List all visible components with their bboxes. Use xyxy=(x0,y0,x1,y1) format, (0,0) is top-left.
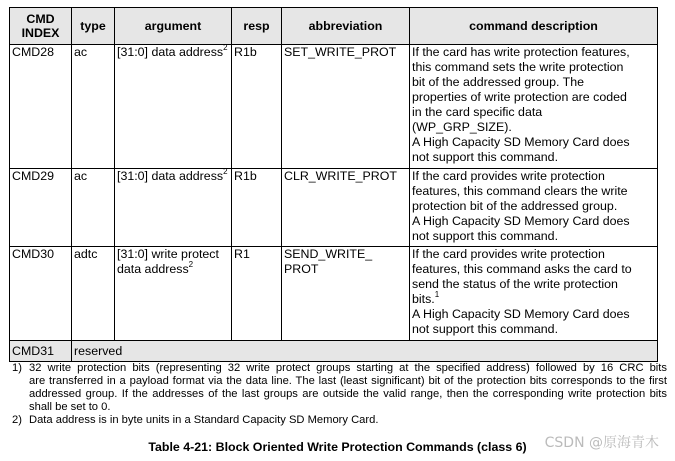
table-caption: Table 4-21: Block Oriented Write Protection Commands (class 6) xyxy=(148,440,527,454)
cell-argument xyxy=(115,247,232,341)
cell-reserved: reserved xyxy=(72,341,658,362)
description-line: If the card has write protection features, xyxy=(412,45,630,59)
description-line: this command sets the write protection xyxy=(412,60,624,74)
footnote-ref: 2 xyxy=(223,44,228,52)
header-command-description: command description xyxy=(410,8,658,45)
cell-argument xyxy=(115,45,232,169)
footnote-1 xyxy=(12,362,667,414)
cell-resp: R1b xyxy=(232,45,282,169)
cell-abbreviation xyxy=(282,247,410,341)
description-line: If the card provides write protection xyxy=(412,169,605,183)
footnotes xyxy=(12,362,667,427)
footnote-ref: 1 xyxy=(434,289,440,299)
cell-command-description xyxy=(410,247,658,341)
cell-resp: R1b xyxy=(232,169,282,247)
description-line: protection bit of the addressed group. xyxy=(412,199,618,213)
description-line: send the status of the write protection xyxy=(412,277,618,291)
table-row-reserved xyxy=(10,341,658,362)
argument-text: [31:0] data address xyxy=(117,45,224,59)
footnote-text: 32 write protection bits (representing 32 write protect groups starting at the specified address) followed by 16 CRC bits xyxy=(29,362,667,374)
description-line: A High Capacity SD Memory Card does xyxy=(412,135,630,149)
description-line: bit of the addressed group. The xyxy=(412,75,584,89)
cell-command-description xyxy=(410,169,658,247)
cell-type: adtc xyxy=(72,247,115,341)
table-header-row xyxy=(10,8,658,45)
cell-abbreviation: SET_WRITE_PROT xyxy=(282,45,410,169)
description-line: A High Capacity SD Memory Card does xyxy=(412,307,630,321)
footnote-text: Data address is in byte units in a Standard Capacity SD Memory Card. xyxy=(29,414,379,426)
description-line: A High Capacity SD Memory Card does xyxy=(412,214,630,228)
argument-text: [31:0] data address xyxy=(117,169,224,183)
description-line: not support this command. xyxy=(412,150,559,164)
watermark: CSDN @原海青木 xyxy=(544,435,659,451)
description-line: features, this command asks the card to xyxy=(412,262,632,276)
cell-type: ac xyxy=(72,45,115,169)
header-cmd-index: CMD INDEX xyxy=(10,8,72,45)
cell-argument xyxy=(115,169,232,247)
header-type: type xyxy=(72,8,115,45)
table-row xyxy=(10,247,658,341)
cell-cmd-index: CMD29 xyxy=(10,169,72,247)
cell-abbreviation: CLR_WRITE_PROT xyxy=(282,169,410,247)
description-line: not support this command. xyxy=(412,322,559,336)
abbreviation-text: SEND_WRITE_ PROT xyxy=(284,247,373,276)
table-row xyxy=(10,169,658,247)
footnote-number: 1) xyxy=(12,362,22,374)
cell-cmd-index: CMD28 xyxy=(10,45,72,169)
table-row xyxy=(10,45,658,169)
description-text: bits. xyxy=(412,292,435,306)
description-line: (WP_GRP_SIZE). xyxy=(412,120,512,134)
cell-resp: R1 xyxy=(232,247,282,341)
footnote-number: 2) xyxy=(12,414,22,426)
footnote-ref: 2 xyxy=(223,168,228,176)
cell-cmd-index: CMD30 xyxy=(10,247,72,341)
header-abbreviation: abbreviation xyxy=(282,8,410,45)
footnote-text-continued: are transferred in a payload format via the data line. The last (least significant) bit of the protection bits corresponds to the first addressed group. If the addresses of the last groups are outside the valid range, then the corresponding write protection bits shall be set to 0. xyxy=(29,375,667,413)
description-line: in the card specific data xyxy=(412,105,543,119)
description-line: features, this command clears the write xyxy=(412,184,628,198)
cell-type: ac xyxy=(72,169,115,247)
footnote-ref: 2 xyxy=(188,259,194,269)
command-table xyxy=(9,7,658,362)
description-line: properties of write protection are coded xyxy=(412,90,627,104)
cell-command-description xyxy=(410,45,658,169)
header-argument: argument xyxy=(115,8,232,45)
header-resp: resp xyxy=(232,8,282,45)
argument-text: [31:0] write protect data address xyxy=(117,247,219,276)
cell-cmd-index: CMD31 xyxy=(10,341,72,362)
footnote-2 xyxy=(12,414,667,427)
description-line: If the card provides write protection xyxy=(412,247,605,261)
description-line xyxy=(412,289,656,307)
description-line: not support this command. xyxy=(412,229,559,243)
